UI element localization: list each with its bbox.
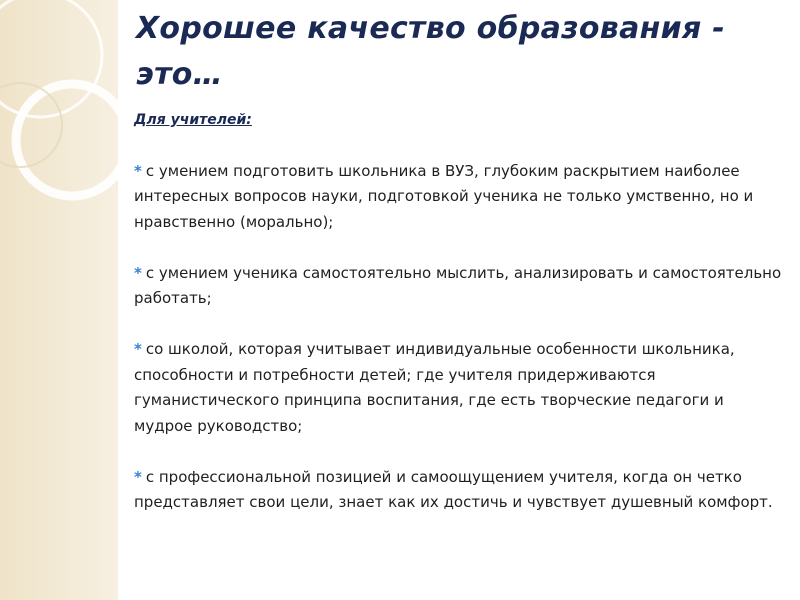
list-item xyxy=(134,337,784,439)
bullet-marker: * xyxy=(134,263,142,282)
slide-title: Хорошее качество образования - это… xyxy=(136,11,726,92)
bullet-marker: * xyxy=(134,467,142,486)
bullet-marker: * xyxy=(134,161,142,180)
list-item-text: со школой, которая учитывает индивидуальные особенности школьника, способности и потребности детей; где учителя придерживаются гуманистического принципа воспитания, где есть творческие педагоги и мудрое руководство; xyxy=(134,340,735,435)
list-item-text: с профессиональной позицией и самоощущением учителя, когда он четко представляет свои цели, знает как их достичь и чувствует душевный комфорт. xyxy=(134,467,773,511)
list-item-text: с умением ученика самостоятельно мыслить, анализировать и самостоятельно работать; xyxy=(134,263,782,307)
slide-content xyxy=(134,108,784,541)
bullet-marker: * xyxy=(134,340,142,358)
decorative-circles xyxy=(0,0,118,600)
list-item xyxy=(134,159,784,236)
list-item xyxy=(134,465,784,516)
subheading: Для учителей: xyxy=(134,112,252,128)
list-item-text: с умением подготовить школьника в ВУЗ, глубоким раскрытием наиболее интересных вопросов науки, подготовкой ученика не только умственно, но и нравственно (морально); xyxy=(134,161,754,231)
decorative-side-band xyxy=(0,0,118,600)
list-item xyxy=(134,261,784,312)
